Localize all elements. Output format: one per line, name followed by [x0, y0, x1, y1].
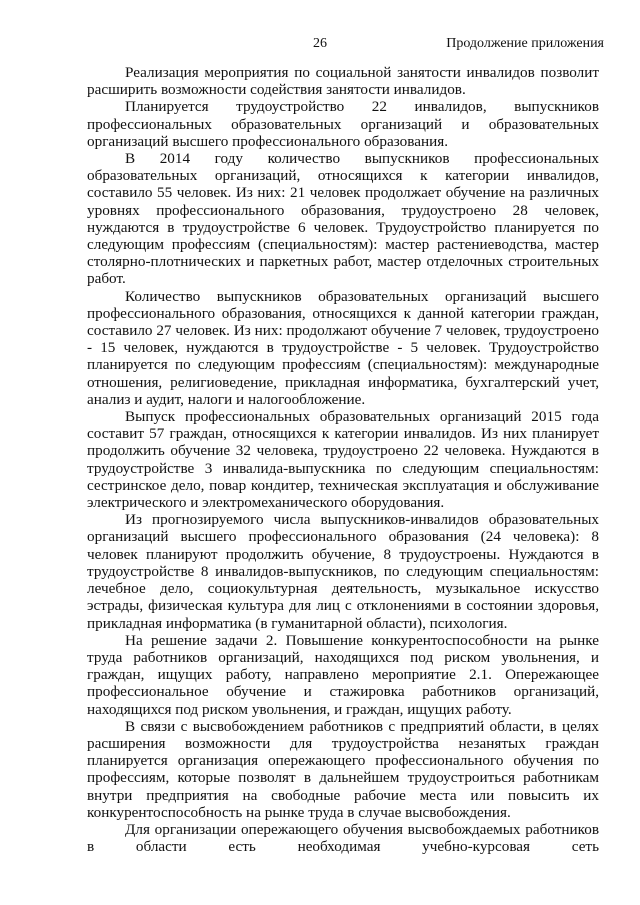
- paragraph-5: Выпуск профессиональных образовательных организаций 2015 года составит 57 граждан, относящихся к категории инвалидов. Из них планирует продолжить обучение 32 человека, трудоустроено 22 человека. Нуждаются в трудоустройстве 3 инвалида-выпускника по следующим специальностям: сестринское дело, повар кондитер, техническая эксплуатация и обслуживание электрического и электромеханического оборудования.: [87, 408, 599, 512]
- paragraph-7: На решение задачи 2. Повышение конкурентоспособности на рынке труда работников организаций, находящихся под риском увольнения, и граждан, ищущих работу, направлено мероприятие 2.1. Опережающее профессиональное обучение и стажировка работников организаций, находящихся под риском увольнения, и граждан, ищущих работу.: [87, 631, 599, 718]
- paragraph-6: Из прогнозируемого числа выпускников-инвалидов образовательных организаций высшего профессионального образования (24 человека): 8 человек планируют продолжить обучение, 8 трудоустроены. Нуждаются в трудоустройстве 8 инвалидов-выпускников, по следующим специальностям: лечебное дело, социокультурная деятельность, музыкальное искусство эстрады, физическая культура для лиц с отклонениями в состоянии здоровья, прикладная информатика (в гуманитарной области), психология.: [87, 511, 599, 632]
- paragraph-3: В 2014 году количество выпускников профессиональных образовательных организаций, относящихся к категории инвалидов, составило 55 человек. Из них: 21 человек продолжает обучение на различных уровнях профессионального образования, трудоустроено 28 человек, нуждаются в трудоустройстве 6 человек. Трудоустройство планируется по следующим профессиям (специальностям): мастер растениеводства, мастер столярно-плотнических и паркетных работ, мастер отделочных строительных работ.: [87, 150, 599, 288]
- paragraph-8: В связи с высвобождением работников с предприятий области, в целях расширения возможности для трудоустройства незанятых граждан планируется организация опережающего профессионального обучения по профессиям, которые позволят в дальнейшем трудоустроиться работникам внутри предприятия на свободные рабочие места или повысить их конкурентоспособность на рынке труда в случае высвобождения.: [87, 717, 599, 821]
- document-body: [87, 64, 599, 855]
- paragraph-2: Планируется трудоустройство 22 инвалидов, выпускников профессиональных образовательных организаций и образовательных организаций высшего профессионального образования.: [87, 98, 599, 150]
- paragraph-4: Количество выпускников образовательных организаций высшего профессионального образования, относящихся к данной категории граждан, составило 27 человек. Из них: продолжают обучение 7 человек, трудоустроено - 15 человек, нуждаются в трудоустройстве - 5 человек. Трудоустройство планируется по следующим профессиям (специальностям): международные отношения, религиоведение, прикладная информатика, бухгалтерский учет, анализ и аудит, налоги и налогообложение.: [87, 287, 599, 408]
- paragraph-1: Реализация мероприятия по социальной занятости инвалидов позволит расширить возможности содействия занятости инвалидов.: [87, 64, 599, 99]
- page-number: 26: [313, 36, 327, 51]
- continuation-note: Продолжение приложения: [446, 36, 604, 51]
- paragraph-9: Для организации опережающего обучения высвобождаемых работников в области есть необходимая учебно-курсовая сеть: [87, 820, 599, 856]
